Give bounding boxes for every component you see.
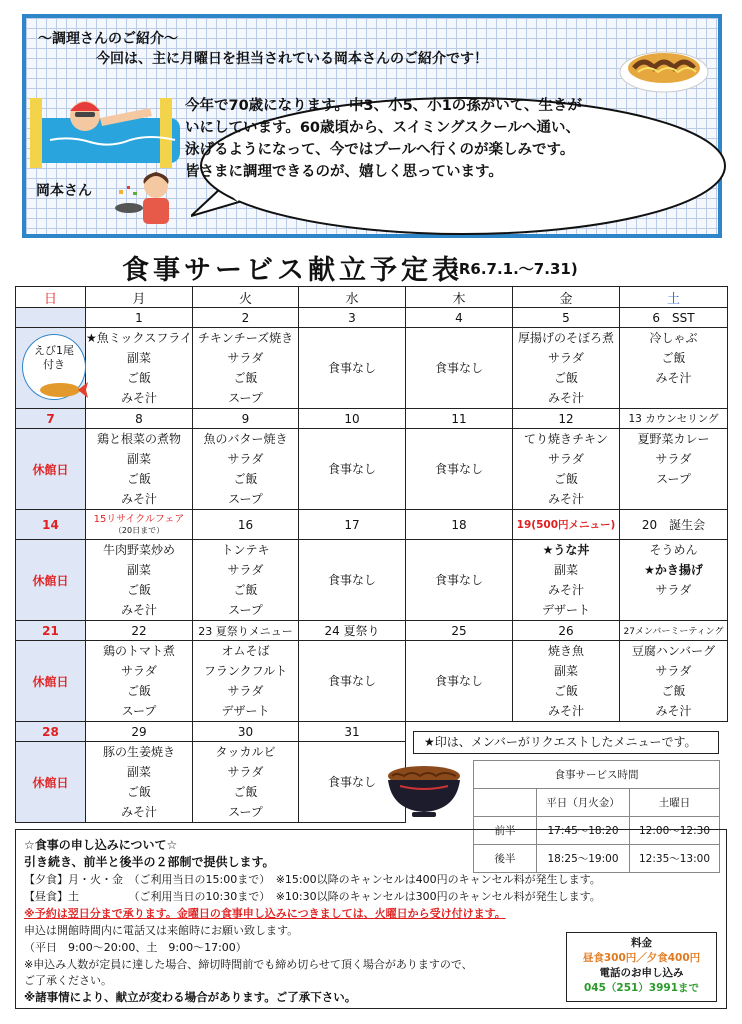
dish: 副菜 <box>553 664 578 678</box>
dish: みそ汁 <box>120 603 157 617</box>
dish: ご飯 <box>553 472 578 486</box>
dish: ご飯 <box>661 351 686 365</box>
menu-cell <box>299 328 406 409</box>
recycle-fair-sub: （20日まで） <box>113 525 165 535</box>
info-line: ※申込み人数が定員に達した場合、締切時間前でも締め切らせて頂く場合がありますので、 <box>24 958 473 971</box>
service-cell: 18:25～19:00 <box>537 845 630 873</box>
dish: 食事なし <box>327 462 376 476</box>
service-cell: 12:35～13:00 <box>630 845 720 873</box>
info-line: 引き続き、前半と後半の２部制で提供します。 <box>24 855 275 869</box>
dish: サラダ <box>227 765 264 779</box>
menu-period: (R6.7.1.～7.31) <box>452 260 578 278</box>
date-cell: 14 <box>16 510 86 540</box>
menu-cell <box>193 429 299 510</box>
dish: てり焼きチキン <box>524 432 608 446</box>
date-cell: 1 <box>86 308 193 328</box>
dish: 副菜 <box>126 563 151 577</box>
menu-cell <box>299 540 406 621</box>
date-cell: 2 <box>193 308 299 328</box>
date-cell: 4 <box>406 308 513 328</box>
dish: 魚のバター焼き <box>203 432 288 446</box>
bubble-line: いにしています。60歳頃から、スイミングスクールへ通い、 <box>185 120 581 136</box>
menu-cell <box>513 540 620 621</box>
date-cell: 3 <box>299 308 406 328</box>
fee-call: 電話のお申し込み <box>599 967 684 979</box>
date-cell: 19(500円メニュー) <box>513 510 620 540</box>
week4-date-row <box>16 621 728 641</box>
dish: サラダ <box>121 664 157 678</box>
dish: サラダ <box>655 452 692 466</box>
info-line: 【夕食】月・火・金 （ご利用当日の15:00まで） ※15:00以降のキャンセルは400円のキャンセル料が発生します。 <box>24 873 601 886</box>
dish: 食事なし <box>434 573 483 587</box>
week1-menu-row <box>16 328 728 409</box>
date-cell: 6 SST <box>620 308 728 328</box>
menu-cell <box>193 328 299 409</box>
dish: チキンチーズ焼き <box>197 331 294 345</box>
dish: 鶏と根菜の煮物 <box>96 432 181 446</box>
menu-cell <box>513 429 620 510</box>
dish: みそ汁 <box>547 583 584 597</box>
dish: 副菜 <box>126 765 151 779</box>
dish: ご飯 <box>233 785 258 799</box>
dish: サラダ <box>227 351 264 365</box>
dish: サラダ <box>548 351 584 365</box>
dish: ご飯 <box>233 472 258 486</box>
date-cell: 25 <box>406 621 513 641</box>
menu-cell <box>620 540 728 621</box>
dish: フランクフルト <box>203 664 288 678</box>
dish: ご飯 <box>233 371 258 385</box>
date-cell: 18 <box>406 510 513 540</box>
closed-day: 休館日 <box>16 540 86 621</box>
dish: みそ汁 <box>547 704 584 718</box>
date-cell: 27メンバーミーティング <box>620 621 728 641</box>
dish: サラダ <box>227 452 264 466</box>
menu-cell <box>513 641 620 722</box>
menu-cell <box>513 328 620 409</box>
date-cell <box>86 510 193 540</box>
dish: サラダ <box>655 664 692 678</box>
swimmer-illustration <box>30 78 180 178</box>
dish: サラダ <box>227 563 264 577</box>
dish: スープ <box>121 704 157 718</box>
dish: オムそば <box>221 644 270 658</box>
dish: 食事なし <box>434 361 483 375</box>
info-line: 【昼食】土 （ご利用当日の10:30まで） ※10:30以降のキャンセルは300円のキャンセル料が発生します。 <box>24 890 601 903</box>
dish: 食事なし <box>327 361 376 375</box>
weekday-sat: 土 <box>620 287 728 308</box>
bubble-line: 今年で70歳になります。中3、小5、小1の孫がいて、生きが <box>185 98 582 114</box>
dish: みそ汁 <box>120 805 157 819</box>
dish: デザート <box>221 704 270 718</box>
fee-box <box>566 932 717 1002</box>
dish: ご飯 <box>233 583 258 597</box>
intro-title: ～調理さんのご紹介～ <box>38 31 178 47</box>
dish: ご飯 <box>553 684 578 698</box>
dish: 焼き魚 <box>547 644 584 658</box>
dish: ★魚ミックスフライ <box>86 331 192 345</box>
week2-menu-row <box>16 429 728 510</box>
date-cell: 10 <box>299 409 406 429</box>
date-cell: 26 <box>513 621 620 641</box>
dish: みそ汁 <box>120 492 157 506</box>
bubble-line: 泳げるようになって、今ではプールへ行くのが楽しみです。 <box>185 142 575 158</box>
cook-name: 岡本さん <box>36 183 92 199</box>
info-line: （平日 9:00～20:00、土 9:00～17:00） <box>24 941 247 954</box>
menu-cell <box>406 641 513 722</box>
dish: ご飯 <box>553 371 578 385</box>
menu-cell <box>193 641 299 722</box>
bubble-line: 皆さまに調理できるのが、嬉しく思っています。 <box>185 164 503 180</box>
unadon-illustration <box>384 758 464 820</box>
menu-cell <box>620 641 728 722</box>
recycle-fair-label: 15リサイクルフェア <box>93 513 185 525</box>
dish: 鶏のトマト煮 <box>102 644 175 658</box>
intro-lead: 今回は、主に月曜日を担当されている岡本さんのご紹介です！ <box>96 51 488 67</box>
closed-day: 休館日 <box>16 742 86 823</box>
date-cell: 21 <box>16 621 86 641</box>
dish: みそ汁 <box>655 704 692 718</box>
ebi-note-line: 付き <box>43 358 65 371</box>
ebi-note <box>26 344 82 372</box>
info-heading: ☆食事の申し込みについて☆ <box>24 838 178 852</box>
info-line: ご了承ください。 <box>24 974 112 987</box>
dish: 冷しゃぶ <box>649 331 698 345</box>
menu-cell <box>86 429 193 510</box>
menu-cell <box>406 328 513 409</box>
date-cell: 11 <box>406 409 513 429</box>
fried-shrimp-icon <box>36 378 88 400</box>
dish: スープ <box>228 391 263 405</box>
menu-cell <box>193 742 299 823</box>
dish: トンテキ <box>221 543 270 557</box>
dish: 食事なし <box>327 775 376 789</box>
menu-cell <box>86 540 193 621</box>
menu-cell <box>620 429 728 510</box>
dish: 食事なし <box>327 674 376 688</box>
service-cell: 12:00～12:30 <box>630 817 720 845</box>
fee-phone: 045（251）3991まで <box>583 982 700 994</box>
date-cell: 30 <box>193 722 299 742</box>
date-cell: 20 誕生会 <box>620 510 728 540</box>
week1-date-row <box>16 308 728 328</box>
dish: みそ汁 <box>655 371 692 385</box>
dish: サラダ <box>548 452 584 466</box>
dish: ご飯 <box>661 684 686 698</box>
bubble-text <box>185 95 695 183</box>
menu-cell <box>406 429 513 510</box>
request-note: ★印は、メンバーがリクエストしたメニューです。 <box>413 731 719 754</box>
dish: ご飯 <box>126 371 151 385</box>
fee-title: 料金 <box>631 937 652 949</box>
weekday-mon: 月 <box>86 287 193 308</box>
dish: サラダ <box>227 684 264 698</box>
service-cell: 前半 <box>474 817 537 845</box>
dish: 副菜 <box>553 563 578 577</box>
week4-menu-row <box>16 641 728 722</box>
service-head <box>474 789 537 817</box>
dish: みそ汁 <box>547 391 584 405</box>
dish: サラダ <box>655 583 692 597</box>
ebi-note-line: えび1尾 <box>34 344 74 357</box>
dish: タッカルビ <box>215 745 276 759</box>
page-title: 食事サービス献立予定表 <box>122 255 463 286</box>
dish: 牛肉野菜炒め <box>102 543 175 557</box>
dish: ご飯 <box>126 684 151 698</box>
closed-day: 休館日 <box>16 429 86 510</box>
info-line: ※諸事情により、献立が変わる場合があります。ご了承下さい。 <box>24 990 357 1004</box>
date-cell: 16 <box>193 510 299 540</box>
dish: ★かき揚げ <box>644 563 703 577</box>
service-head: 平日（月火金） <box>537 789 630 817</box>
weekday-sun: 日 <box>16 287 86 308</box>
menu-cell <box>86 641 193 722</box>
dish: スープ <box>656 472 691 486</box>
dish: 食事なし <box>327 573 376 587</box>
date-cell: 22 <box>86 621 193 641</box>
date-cell: 28 <box>16 722 86 742</box>
dish: ご飯 <box>126 785 151 799</box>
dish: 厚揚げのそぼろ煮 <box>517 331 614 345</box>
service-title: 食事サービス時間 <box>474 761 720 789</box>
dish: ご飯 <box>126 583 151 597</box>
date-cell: 5 <box>513 308 620 328</box>
closed-day: 休館日 <box>16 641 86 722</box>
date-cell: 8 <box>86 409 193 429</box>
weekday-fri: 金 <box>513 287 620 308</box>
dish: 食事なし <box>434 674 483 688</box>
dish: 夏野菜カレー <box>637 432 710 446</box>
week3-menu-row <box>16 540 728 621</box>
dish: デザート <box>541 603 590 617</box>
date-cell: 24 夏祭り <box>299 621 406 641</box>
menu-cell <box>406 540 513 621</box>
dish: みそ汁 <box>547 492 584 506</box>
service-cell: 後半 <box>474 845 537 873</box>
info-warning: ※予約は翌日分まで承ります。金曜日の食事申し込みにつきましては、火曜日から受け付けます。 <box>24 907 506 920</box>
info-line: 申込は開館時間内に電話又は来館時にお願い致します。 <box>24 924 299 937</box>
dish: 豚の生姜焼き <box>102 745 175 759</box>
menu-cell <box>299 641 406 722</box>
date-cell: 29 <box>86 722 193 742</box>
menu-cell <box>193 540 299 621</box>
date-cell: 13 カウンセリング <box>620 409 728 429</box>
dish: 豆腐ハンバーグ <box>631 644 716 658</box>
weekday-header-row <box>16 287 728 308</box>
week2-date-row <box>16 409 728 429</box>
ebi-note-cell <box>16 328 86 409</box>
dish: 副菜 <box>126 351 151 365</box>
dish: 食事なし <box>434 462 483 476</box>
menu-cell <box>620 328 728 409</box>
week3-date-row <box>16 510 728 540</box>
service-cell: 17:45～18:20 <box>537 817 630 845</box>
date-cell: 31 <box>299 722 406 742</box>
date-cell: 23 夏祭りメニュー <box>193 621 299 641</box>
date-cell: 12 <box>513 409 620 429</box>
dish: そうめん <box>649 543 698 557</box>
date-cell: 7 <box>16 409 86 429</box>
weekday-thu: 木 <box>406 287 513 308</box>
menu-cell <box>86 742 193 823</box>
dish: ご飯 <box>126 472 151 486</box>
cook-illustration <box>111 168 181 230</box>
okonomiyaki-illustration <box>618 38 710 96</box>
dish: スープ <box>228 603 263 617</box>
date-cell <box>16 308 86 328</box>
service-head: 土曜日 <box>630 789 720 817</box>
menu-cell <box>86 328 193 409</box>
weekday-tue: 火 <box>193 287 299 308</box>
dish: ★うな丼 <box>542 543 590 557</box>
weekday-wed: 水 <box>299 287 406 308</box>
menu-cell <box>299 429 406 510</box>
dish: みそ汁 <box>120 391 157 405</box>
date-cell: 17 <box>299 510 406 540</box>
dish: スープ <box>228 492 263 506</box>
fee-price: 昼食300円／夕食400円 <box>582 952 701 964</box>
date-cell: 9 <box>193 409 299 429</box>
dish: 副菜 <box>126 452 151 466</box>
dish: スープ <box>228 805 263 819</box>
